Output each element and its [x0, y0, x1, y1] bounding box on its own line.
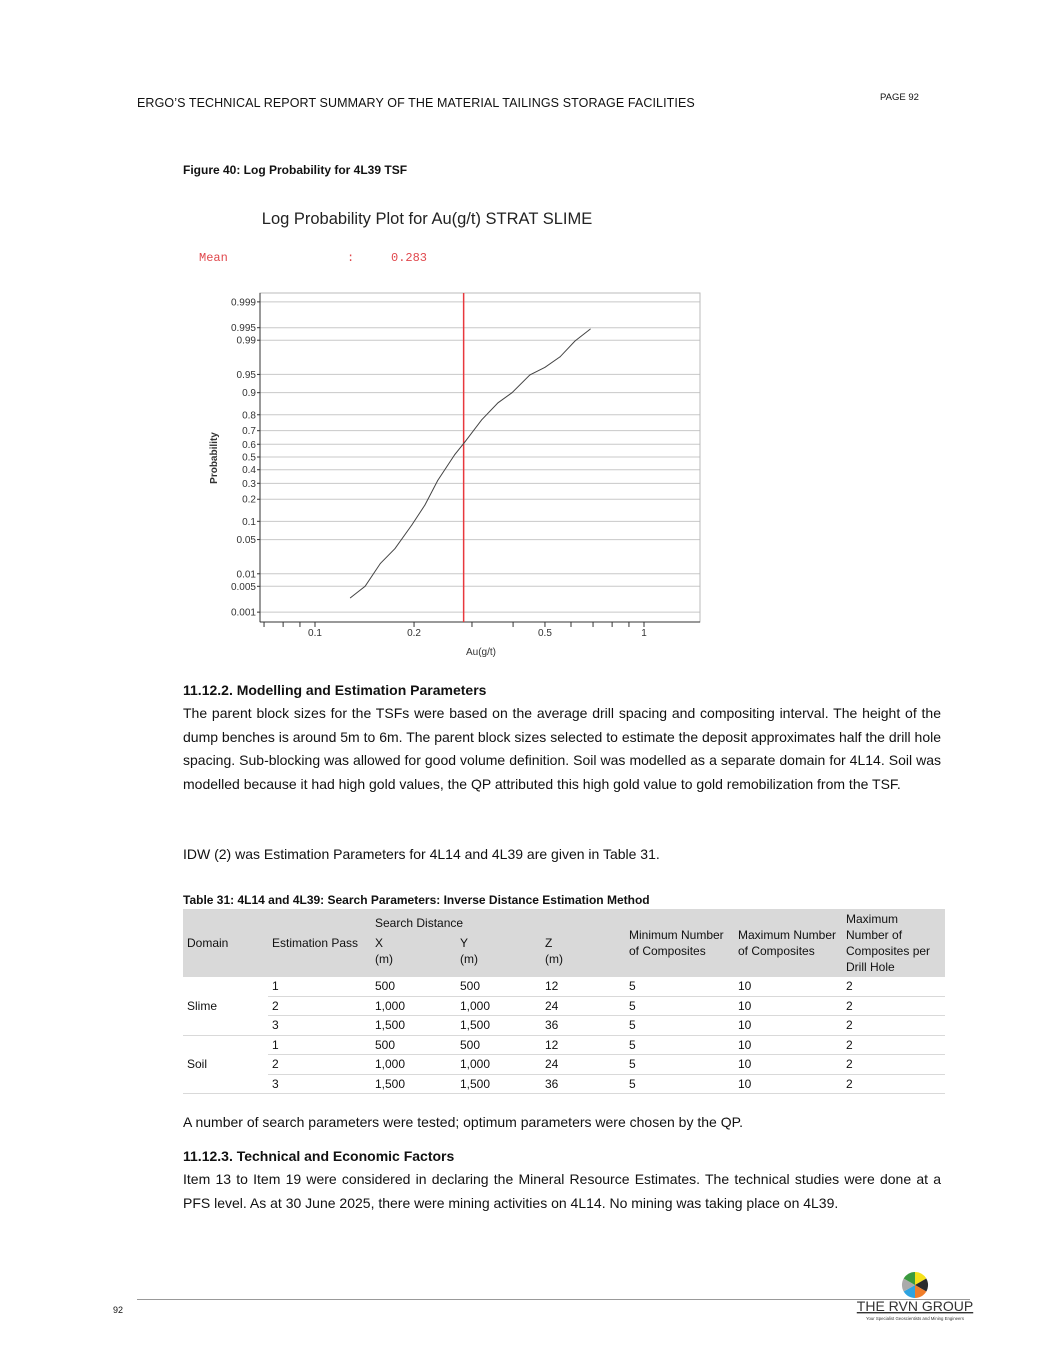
col-max-composites: Maximum Number of Composites [734, 909, 842, 977]
table-cell: 1 [268, 977, 371, 996]
header-page-label: PAGE 92 [880, 92, 919, 103]
paragraph-technical: Item 13 to Item 19 were considered in declaring the Mineral Resource Estimates. The technical studies were done at a PFS level. As at 30 June 2025, there were mining activities on 4L14. No mining was taking place on 4L39. [183, 1171, 941, 1211]
table-cell: 2 [842, 977, 945, 996]
table-row [183, 1016, 945, 1036]
table-cell: 12 [541, 977, 625, 996]
x-tick-label: 0.2 [407, 628, 421, 639]
table-cell: 10 [734, 1035, 842, 1055]
data-point [365, 586, 366, 587]
table-cell: 10 [734, 996, 842, 1016]
table-cell: 24 [541, 1055, 625, 1075]
data-point [380, 563, 381, 564]
data-point [425, 504, 426, 505]
paragraph-modelling: The parent block sizes for the TSFs were based on the average drill spacing and compositing interval. The height of the dump benches is around 5m to 6m. The parent block sizes selected to estimate the deposit approximates half the drill hole spacing. Sub-blocking was allowed for good volume definition. Soil was modelled as a separate domain for 4L14. Soil was modelled because it had high gold values, the QP attributed this high gold value to gold remobilization from the TSF. [183, 705, 941, 792]
y-tick-label: 0.1 [242, 516, 256, 528]
table-cell: 5 [625, 996, 734, 1016]
data-point [411, 525, 412, 526]
table-caption: Table 31: 4L14 and 4L39: Search Parameters: Inverse Distance Estimation Method [183, 893, 650, 907]
table-cell: 36 [541, 1016, 625, 1036]
paragraph-idw: IDW (2) was Estimation Parameters for 4L14 and 4L39 are given in Table 31. [183, 846, 660, 862]
col-min-composites: Minimum Number of Composites [625, 909, 734, 977]
table-row [183, 1074, 945, 1094]
paragraph-search-tested: A number of search parameters were tested; optimum parameters were chosen by the QP. [183, 1114, 744, 1130]
col-domain: Domain [183, 909, 268, 977]
table-row [183, 996, 945, 1016]
table-cell: 2 [268, 996, 371, 1016]
x-tick-label: 0.5 [538, 628, 552, 639]
table-cell: 1,500 [371, 1074, 456, 1094]
y-tick-label: 0.5 [242, 452, 256, 464]
table-cell: 1,000 [371, 996, 456, 1016]
mean-label: Mean [199, 251, 228, 265]
table-cell: 2 [842, 1055, 945, 1075]
domain-cell: Soil [183, 1035, 268, 1094]
table-cell: 3 [268, 1074, 371, 1094]
data-point [437, 480, 438, 481]
search-parameters-table [183, 909, 945, 1094]
section-heading-technical: 11.12.3. Technical and Economic Factors [183, 1148, 455, 1164]
y-tick-label: 0.3 [242, 478, 256, 490]
table-row [183, 977, 945, 996]
table-cell: 10 [734, 1055, 842, 1075]
y-tick-label: 0.005 [230, 581, 256, 593]
col-max-per-hole: Maximum Number of Composites per Drill Hole [842, 909, 945, 977]
y-tick-label: 0.995 [230, 323, 256, 335]
footer-divider [137, 1299, 970, 1300]
data-point [395, 548, 396, 549]
table-cell: 500 [371, 1035, 456, 1055]
y-tick-label: 0.9 [242, 388, 256, 400]
y-tick-label: 0.99 [236, 335, 256, 347]
logo-text: THE RVN GROUP [856, 1298, 974, 1314]
data-point [512, 392, 513, 393]
table-cell: 2 [268, 1055, 371, 1075]
mean-separator: : [347, 251, 355, 265]
table-cell: 36 [541, 1074, 625, 1094]
table-cell: 10 [734, 1016, 842, 1036]
logo-tagline: Your Specialist Geoscientists and Mining Engineers [865, 1316, 965, 1321]
chart-title: Log Probability Plot for Au(g/t) STRAT SLIME [261, 210, 593, 228]
col-z: Z (m) [541, 933, 625, 977]
table-cell: 2 [842, 1074, 945, 1094]
y-tick-label: 0.05 [236, 535, 256, 547]
y-tick-label: 0.8 [242, 410, 256, 422]
figure-caption: Figure 40: Log Probability for 4L39 TSF [183, 163, 408, 177]
table-cell: 3 [268, 1016, 371, 1036]
table-cell: 5 [625, 1074, 734, 1094]
table-cell: 12 [541, 1035, 625, 1055]
probability-curve [350, 329, 590, 598]
table-cell: 1,000 [456, 1055, 541, 1075]
rvn-group-logo [855, 1270, 975, 1322]
y-tick-label: 0.01 [236, 569, 256, 581]
section-heading-modelling: 11.12.2. Modelling and Estimation Parameters [183, 682, 487, 698]
table-cell: 2 [842, 1035, 945, 1055]
data-point [465, 441, 466, 442]
table-cell: 500 [456, 1035, 541, 1055]
logo-circle-icon [855, 1270, 975, 1322]
table-cell: 2 [842, 996, 945, 1016]
y-axis-label: Probability [209, 432, 220, 484]
data-point [498, 402, 499, 403]
table-cell: 500 [371, 977, 456, 996]
footer-page-number: 92 [113, 1305, 124, 1315]
col-search-distance: Search Distance [371, 909, 625, 933]
table-cell: 5 [625, 1016, 734, 1036]
table-cell: 1 [268, 1035, 371, 1055]
data-point [481, 420, 482, 421]
table-cell: 5 [625, 1055, 734, 1075]
data-point [545, 367, 546, 368]
table-cell: 2 [842, 1016, 945, 1036]
table-cell: 1,000 [456, 996, 541, 1016]
col-estimation-pass: Estimation Pass [268, 909, 371, 977]
table-cell: 1,500 [456, 1074, 541, 1094]
col-x: X (m) [371, 933, 456, 977]
domain-cell: Slime [183, 977, 268, 1035]
col-y: Y (m) [456, 933, 541, 977]
running-header: ERGO’S TECHNICAL REPORT SUMMARY OF THE MATERIAL TAILINGS STORAGE FACILITIES [137, 96, 695, 110]
table-cell: 10 [734, 1074, 842, 1094]
table-cell: 500 [456, 977, 541, 996]
y-tick-label: 0.6 [242, 439, 256, 451]
data-point [454, 454, 455, 455]
x-tick-label: 0.1 [308, 628, 322, 639]
table-cell: 1,500 [371, 1016, 456, 1036]
x-axis-label: Au(g/t) [465, 647, 497, 658]
table-cell: 5 [625, 977, 734, 996]
y-tick-label: 0.2 [242, 494, 256, 506]
table-cell: 10 [734, 977, 842, 996]
y-tick-label: 0.4 [242, 465, 256, 477]
data-point [350, 598, 351, 599]
y-tick-label: 0.7 [242, 426, 256, 438]
table-cell: 1,500 [456, 1016, 541, 1036]
table-row [183, 1055, 945, 1075]
log-probability-chart [195, 200, 715, 665]
table-row [183, 1035, 945, 1055]
y-tick-label: 0.95 [236, 369, 256, 381]
mean-value: 0.283 [391, 251, 428, 265]
data-point [530, 375, 531, 376]
data-point [575, 341, 576, 342]
y-tick-label: 0.999 [230, 297, 256, 309]
table-cell: 24 [541, 996, 625, 1016]
x-tick-label: 1 [641, 628, 647, 639]
data-point [590, 329, 591, 330]
table-cell: 5 [625, 1035, 734, 1055]
table-cell: 1,000 [371, 1055, 456, 1075]
data-point [560, 356, 561, 357]
y-tick-label: 0.001 [230, 607, 256, 619]
